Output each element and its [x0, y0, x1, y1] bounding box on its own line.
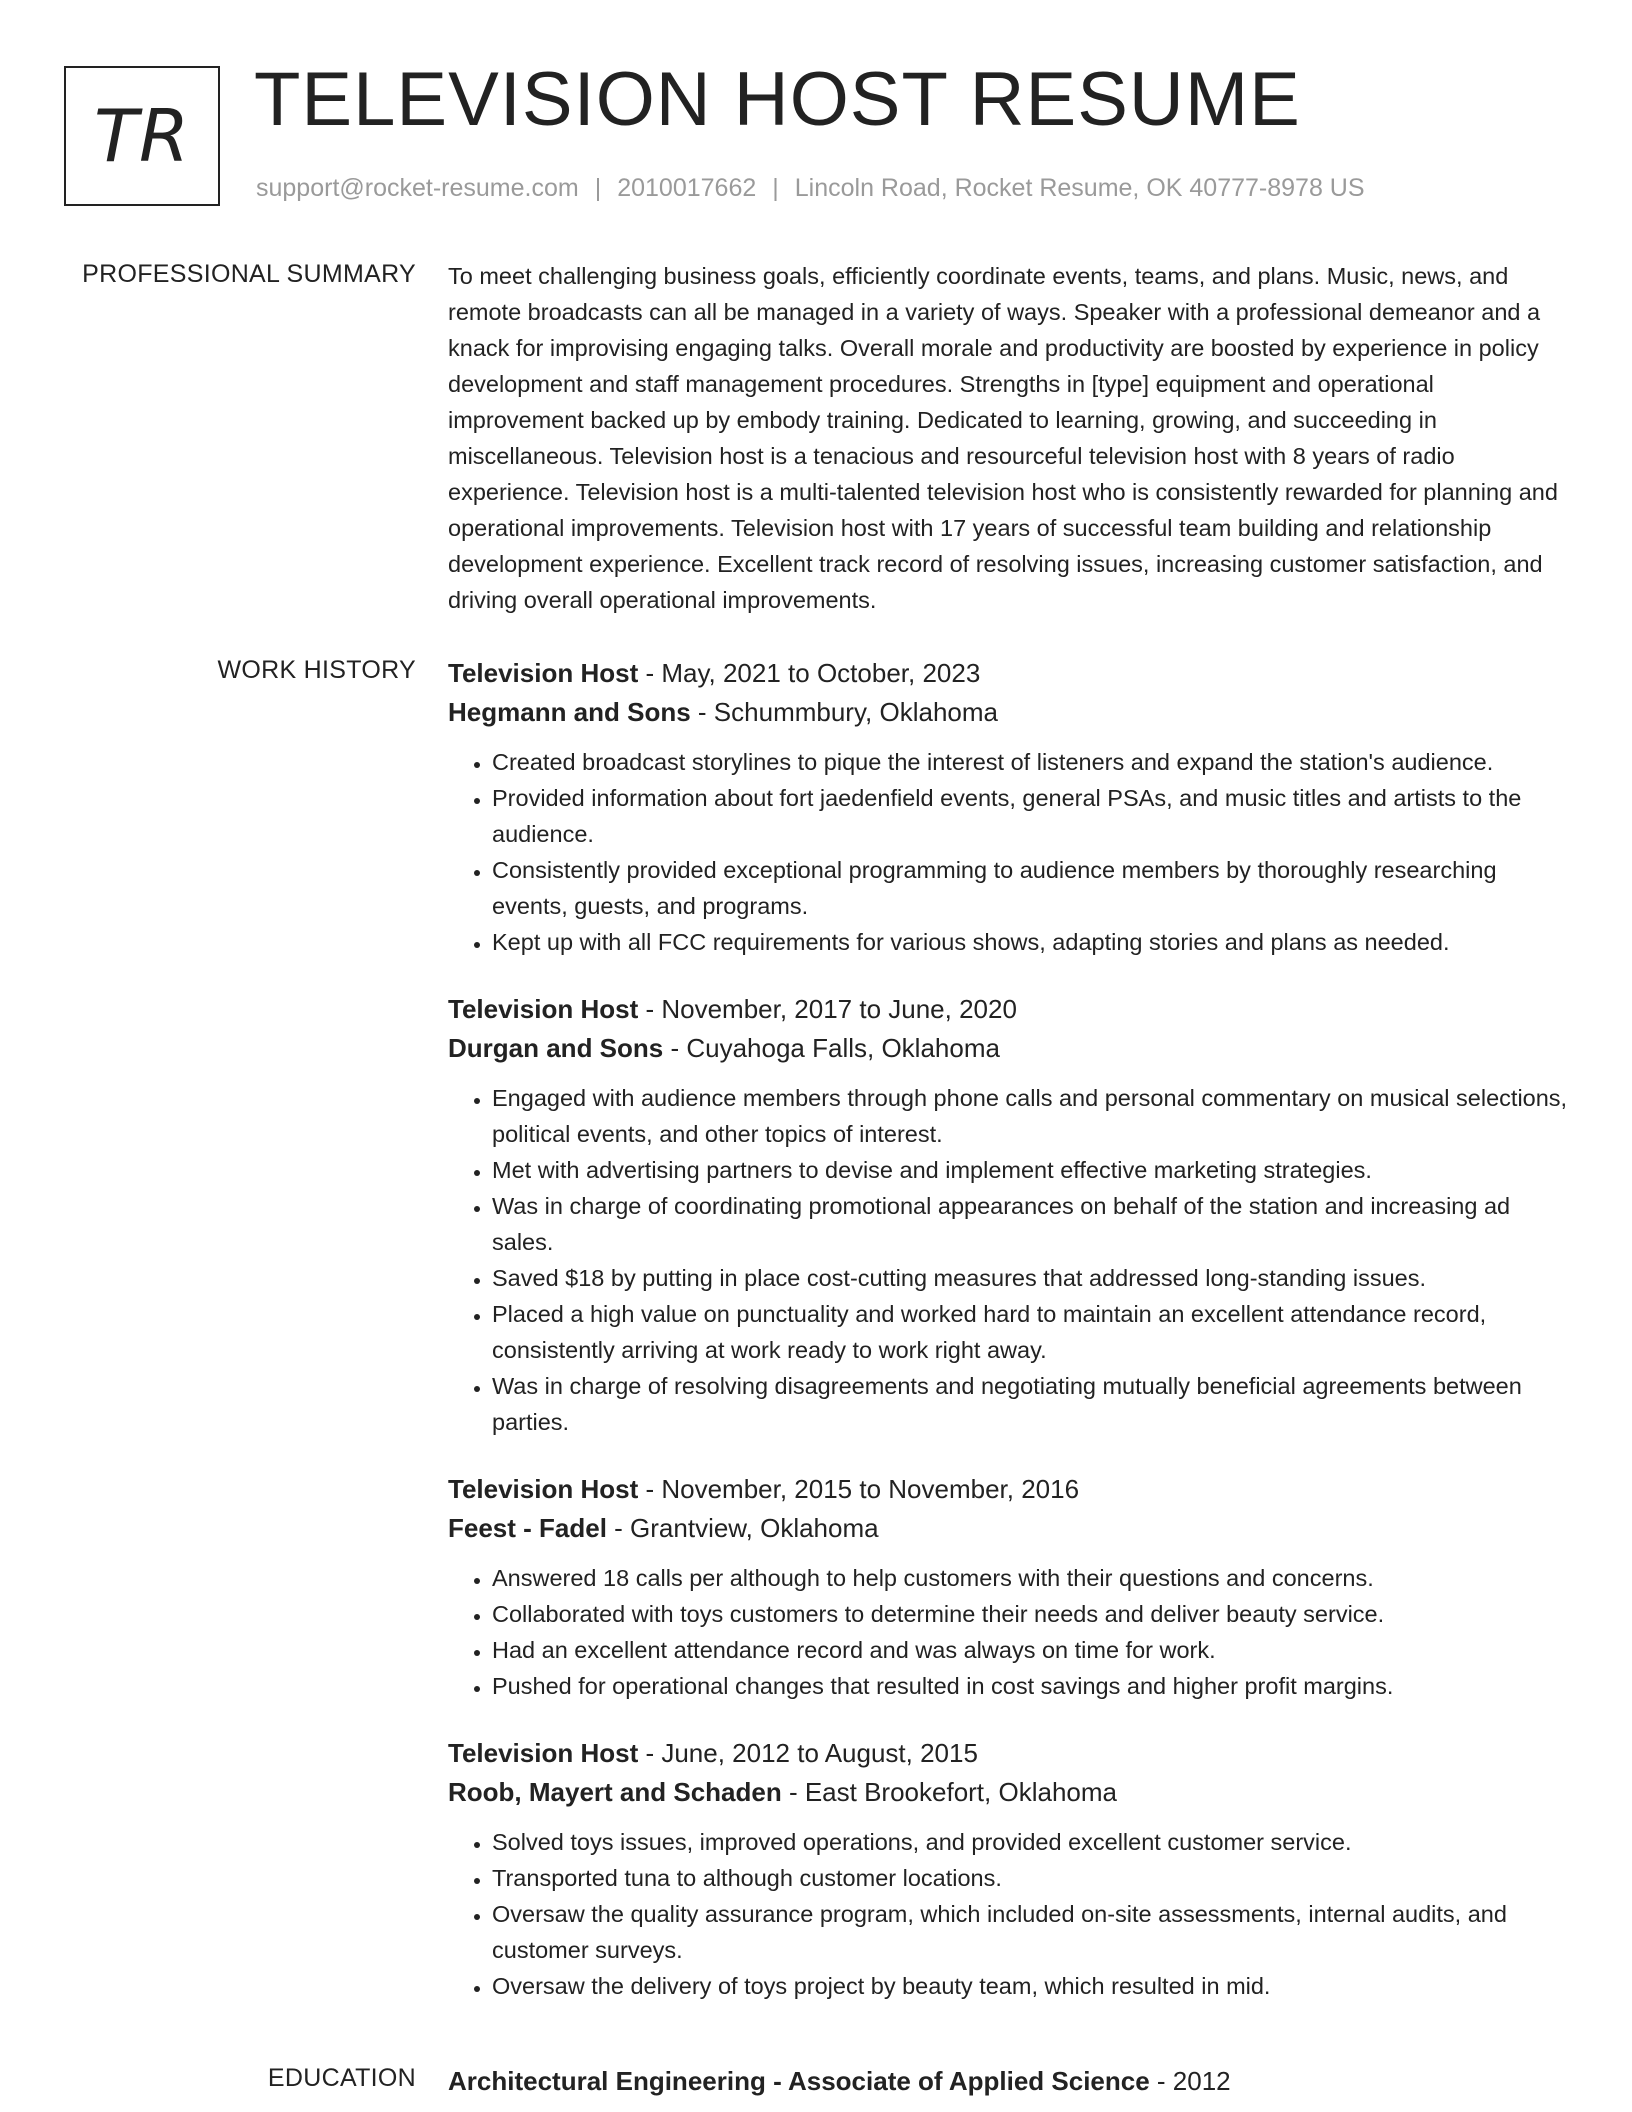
job-entry [448, 654, 1570, 960]
job-title: Television Host [448, 1738, 639, 1768]
job-entry [448, 990, 1570, 1440]
job-bullet: • Created broadcast storylines to pique the interest of listeners and expand the station's audience. [492, 744, 1570, 780]
job-bullet: • Answered 18 calls per although to help customers with their questions and concerns. [492, 1560, 1570, 1596]
job-title: Television Host [448, 658, 639, 688]
education-degree: Architectural Engineering - Associate of Applied Science [448, 2066, 1150, 2096]
job-title-line [448, 1734, 1570, 1773]
job-dates: - June, 2012 to August, 2015 [638, 1738, 978, 1768]
resume-title: TELEVISION HOST RESUME [254, 57, 1301, 142]
job-bullet: • Transported tuna to although customer locations. [492, 1860, 1570, 1896]
monogram-initials: TR [93, 94, 190, 178]
job-bullet: • Kept up with all FCC requirements for various shows, adapting stories and plans as needed. [492, 924, 1570, 960]
job-bullet: • Saved $18 by putting in place cost-cutting measures that addressed long-standing issues. [492, 1260, 1570, 1296]
job-bullet: • Was in charge of coordinating promotional appearances on behalf of the station and increasing ad sales. [492, 1188, 1570, 1260]
job-bullet: • Was in charge of resolving disagreements and negotiating mutually beneficial agreements between parties. [492, 1368, 1570, 1440]
job-company-line [448, 1029, 1570, 1068]
job-bullet: • Provided information about fort jaedenfield events, general PSAs, and music titles and artists to the audience. [492, 780, 1570, 852]
education-degree-line [448, 2062, 1570, 2101]
job-bullet: • Consistently provided exceptional programming to audience members by thoroughly researching events, guests, and programs. [492, 852, 1570, 924]
job-bullets [448, 744, 1570, 960]
contact-phone[interactable]: 2010017662 [617, 174, 757, 202]
contact-separator: | [772, 174, 779, 202]
job-company: Feest - Fadel [448, 1513, 607, 1543]
job-bullets [448, 1560, 1570, 1704]
work-history-label: WORK HISTORY [217, 656, 416, 684]
work-history-body [448, 654, 1570, 2034]
job-title-line [448, 990, 1570, 1029]
job-entry [448, 1470, 1570, 1704]
job-dates: - May, 2021 to October, 2023 [638, 658, 981, 688]
job-location: - Schummbury, Oklahoma [690, 697, 998, 727]
summary-text: To meet challenging business goals, efficiently coordinate events, teams, and plans. Music, news, and remote broadcasts can all be managed in a variety of ways. Speaker with a professional demeanor and a knack for improvising engaging talks. Overall morale and productivity are boosted by experience in policy development and staff management procedures. Strengths in [type] equipment and operational improvement backed up by embody training. Dedicated to learning, growing, and succeeding in miscellaneous. Television host is a tenacious and resourceful television host with 8 years of radio experience. Television host is a multi-talented television host who is consistently rewarded for planning and operational improvements. Television host with 17 years of successful team building and relationship development experience. Excellent track record of resolving issues, increasing customer satisfaction, and driving overall operational improvements. [448, 263, 1558, 613]
job-bullet: • Solved toys issues, improved operations, and provided excellent customer service. [492, 1824, 1570, 1860]
job-company-line [448, 1509, 1570, 1548]
contact-separator: | [594, 174, 602, 202]
job-company: Hegmann and Sons [448, 697, 691, 727]
job-bullet: • Had an excellent attendance record and was always on time for work. [492, 1632, 1570, 1668]
job-title: Television Host [448, 1474, 639, 1504]
job-location: - Cuyahoga Falls, Oklahoma [663, 1033, 1000, 1063]
job-bullet: • Placed a high value on punctuality and worked hard to maintain an excellent attendance record, consistently arriving at work ready to work right away. [492, 1296, 1570, 1368]
contact-email[interactable]: support@rocket-resume.com [256, 174, 579, 202]
education-year: - 2012 [1149, 2066, 1231, 2096]
summary-body [448, 258, 1570, 618]
job-title: Television Host [448, 994, 639, 1024]
job-dates: - November, 2017 to June, 2020 [638, 994, 1017, 1024]
job-title-line [448, 654, 1570, 693]
summary-label: PROFESSIONAL SUMMARY [82, 260, 416, 288]
job-dates: - November, 2015 to November, 2016 [638, 1474, 1080, 1504]
job-bullet: • Oversaw the delivery of toys project by beauty team, which resulted in mid. [492, 1968, 1570, 2004]
job-company-line [448, 693, 1570, 732]
education-label: EDUCATION [267, 2064, 416, 2092]
job-location: - Grantview, Oklahoma [606, 1513, 879, 1543]
job-bullet: • Met with advertising partners to devise and implement effective marketing strategies. [492, 1152, 1570, 1188]
job-company: Roob, Mayert and Schaden [448, 1777, 782, 1807]
contact-line [256, 174, 1365, 203]
monogram-badge [64, 66, 220, 206]
job-bullets [448, 1824, 1570, 2004]
job-title-line [448, 1470, 1570, 1509]
education-body [448, 2062, 1570, 2101]
job-bullet: • Oversaw the quality assurance program, which included on-site assessments, internal audits, and customer surveys. [492, 1896, 1570, 1968]
job-entry [448, 1734, 1570, 2004]
job-bullet: • Collaborated with toys customers to determine their needs and deliver beauty service. [492, 1596, 1570, 1632]
job-location: - East Brookefort, Oklahoma [781, 1777, 1117, 1807]
job-company: Durgan and Sons [448, 1033, 664, 1063]
job-bullets [448, 1080, 1570, 1440]
job-bullet: • Engaged with audience members through phone calls and personal commentary on musical selections, political events, and other topics of interest. [492, 1080, 1570, 1152]
job-company-line [448, 1773, 1570, 1812]
contact-address: Lincoln Road, Rocket Resume, OK 40777-8978 US [794, 174, 1365, 202]
job-bullet: • Pushed for operational changes that resulted in cost savings and higher profit margins. [492, 1668, 1570, 1704]
